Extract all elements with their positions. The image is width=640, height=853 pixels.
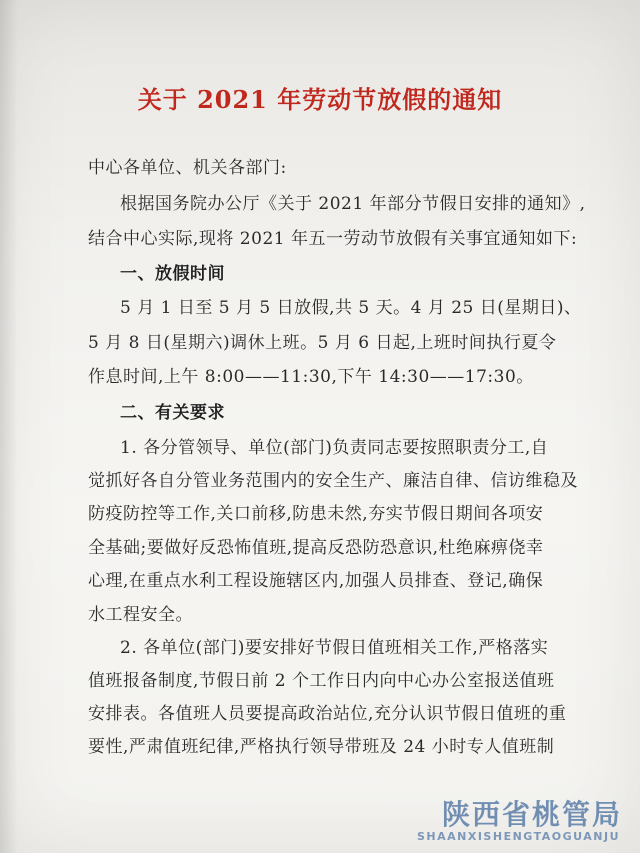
- salutation: 中心各单位、机关各部门:: [88, 158, 287, 178]
- watermark-logo-text: 陕西省桃管局: [441, 798, 622, 831]
- body-line: 2. 各单位(部门)要安排好节假日值班相关工作,严格落实: [120, 638, 549, 658]
- body-line: 觉抓好各自分管业务范围内的安全生产、廉洁自律、信访维稳及: [88, 471, 578, 491]
- body-line: 作息时间,上午 8:00——11:30,下午 14:30——17:30。: [88, 367, 534, 387]
- body-line: 5 月 1 日至 5 月 5 日放假,共 5 天。4 月 25 日(星期日)、: [120, 298, 582, 318]
- body-line: 结合中心实际,现将 2021 年五一劳动节放假有关事宜通知如下:: [88, 229, 578, 249]
- body-line: 5 月 8 日(星期六)调休上班。5 月 6 日起,上班时间执行夏令: [88, 333, 557, 353]
- page-edge-shadow: [0, 0, 18, 853]
- body-line: 全基础;要做好反恐怖值班,提高反恐防恐意识,杜绝麻痹侥幸: [88, 538, 544, 558]
- section-heading-1: 一、放假时间: [120, 264, 225, 284]
- section-heading-2: 二、有关要求: [120, 403, 225, 423]
- body-line: 心理,在重点水利工程设施辖区内,加强人员排查、登记,确保: [88, 571, 544, 591]
- body-line: 安排表。各值班人员要提高政治站位,充分认识节假日值班的重: [88, 704, 567, 724]
- body-line: 值班报备制度,节假日前 2 个工作日内向中心办公室报送值班: [88, 671, 555, 691]
- body-line: 防疫防控等工作,关口前移,防患未然,夯实节假日期间各项安: [88, 504, 544, 524]
- body-line: 水工程安全。: [88, 605, 193, 625]
- body-line: 1. 各分管领导、单位(部门)负责同志要按照职责分工,自: [120, 438, 549, 458]
- watermark-pinyin: SHAANXISHENGTAOGUANJU: [417, 830, 620, 843]
- document-title: 关于 2021 年劳动节放假的通知: [137, 85, 503, 114]
- body-line: 要性,严肃值班纪律,严格执行领导带班及 24 小时专人值班制: [88, 737, 555, 757]
- body-line: 根据国务院办公厅《关于 2021 年部分节假日安排的通知》,: [120, 194, 586, 214]
